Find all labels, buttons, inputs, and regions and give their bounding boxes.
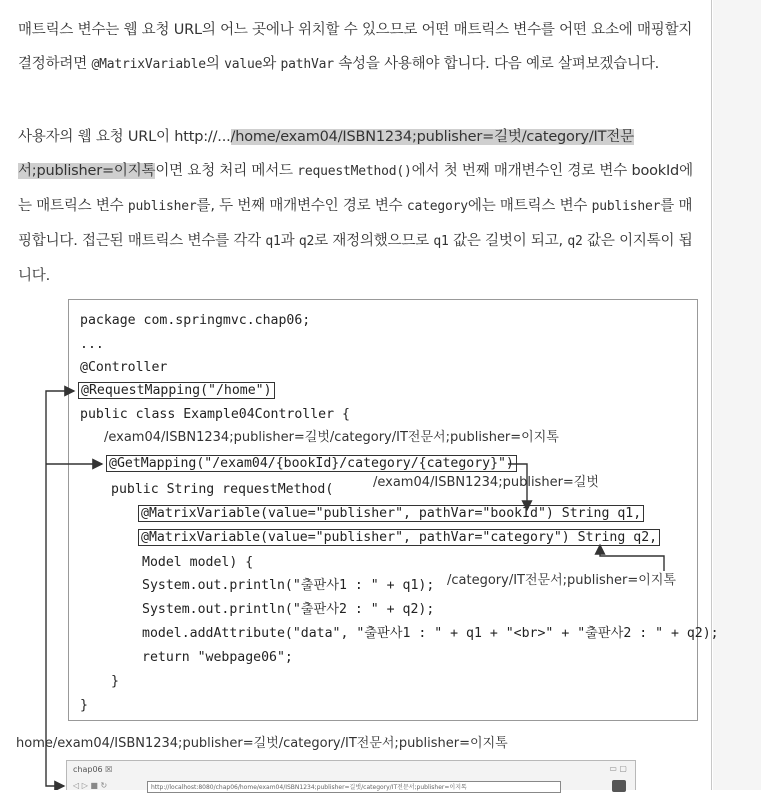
arrow-to-requestmapping: [46, 391, 74, 741]
code-line-class: public class Example04Controller {: [80, 407, 350, 422]
code-matrixvariable: @MatrixVariable: [91, 57, 206, 72]
paragraph-intro: 매트릭스 변수는 웹 요청 URL의 어느 곳에나 위치할 수 있으므로 어떤 매트릭스 변수를 어떤 요소에 매핑할지 결정하려면 @MatrixVariable의 value와 pathVar 속성을 사용해야 합니다. 다음 예로 살펴보겠습니다.: [18, 22, 693, 72]
code-line-close-class: }: [80, 698, 88, 713]
code-line-model: Model model) {: [142, 555, 254, 570]
url-caption: home/exam04/ISBN1234;publisher=길벗/category/IT전문서;publisher=이지톡: [16, 736, 508, 751]
code-line-ellipsis: ...: [80, 337, 104, 352]
arrow-to-param-q1: [508, 464, 527, 510]
browser-address-bar[interactable]: http://localhost:8080/chap06/home/exam04/ISBN1234;publisher=길벗/category/IT전문서;publisher=이지톡: [147, 781, 561, 793]
note-category-part: /category/IT전문서;publisher=이지톡: [447, 573, 676, 588]
arrow-to-param-q2: [600, 545, 664, 571]
code-line-package: package com.springmvc.chap06;: [80, 313, 311, 328]
nav-arrows-icon[interactable]: ◁ ▷ ■ ↻: [73, 781, 108, 790]
code-line-controller: @Controller: [80, 360, 168, 375]
code-line-println2: System.out.println("출판사2 : " + q2);: [142, 602, 435, 617]
code-line-method: public String requestMethod(: [111, 482, 334, 497]
code-value: value: [224, 57, 263, 72]
note-book-part: /exam04/ISBN1234;publisher=길벗: [373, 475, 599, 490]
note-full-path: /exam04/ISBN1234;publisher=길벗/category/IT전문서;publisher=이지톡: [104, 430, 559, 445]
param-q2-box: @MatrixVariable(value="publisher", pathVar="category") String q2,: [138, 529, 660, 546]
window-controls-icon[interactable]: ▭ ▢: [609, 764, 627, 773]
code-line-return: return "webpage06";: [142, 650, 293, 665]
code-pathvar: pathVar: [280, 57, 334, 72]
code-line-println1: System.out.println("출판사1 : " + q1);: [142, 578, 435, 593]
highlighted-url-path: /home/exam04/ISBN1234;publisher=길벗/category/IT전문서;publisher=이지톡: [18, 129, 634, 179]
paragraph-explanation: 사용자의 웹 요청 URL이 http://.../home/exam04/ISBN1234;publisher=길벗/category/IT전문서;publisher=이지톡이면 요청 처리 메서드 requestMethod()에서 첫 번째 매개변수인 경로 변수 bookId에는 매트릭스 변수 publisher를, 두 번째 매개변수인 경로 변수 category에는 매트릭스 변수 publisher를 매핑합니다. 접근된 매트릭스 변수를 각각 q1과 q2로 재정의했으므로 q1 값은 길벗이 되고, q2 값은 이지톡이 됩니다.: [18, 129, 693, 284]
requestmapping-box: @RequestMapping("/home"): [78, 382, 275, 399]
code-line-close-method: }: [111, 674, 119, 689]
param-q1-box: @MatrixVariable(value="publisher", pathVar="bookId") String q1,: [138, 505, 644, 522]
go-button-icon[interactable]: [612, 780, 626, 792]
code-line-addattribute: model.addAttribute("data", "출판사1 : " + q1 + "<br>" + "출판사2 : " + q2);: [142, 626, 719, 641]
getmapping-box: @GetMapping("/exam04/{bookId}/category/{category}"): [106, 455, 517, 472]
browser-thumbnail: [66, 760, 636, 790]
browser-tab[interactable]: chap06 ☒: [73, 765, 113, 774]
